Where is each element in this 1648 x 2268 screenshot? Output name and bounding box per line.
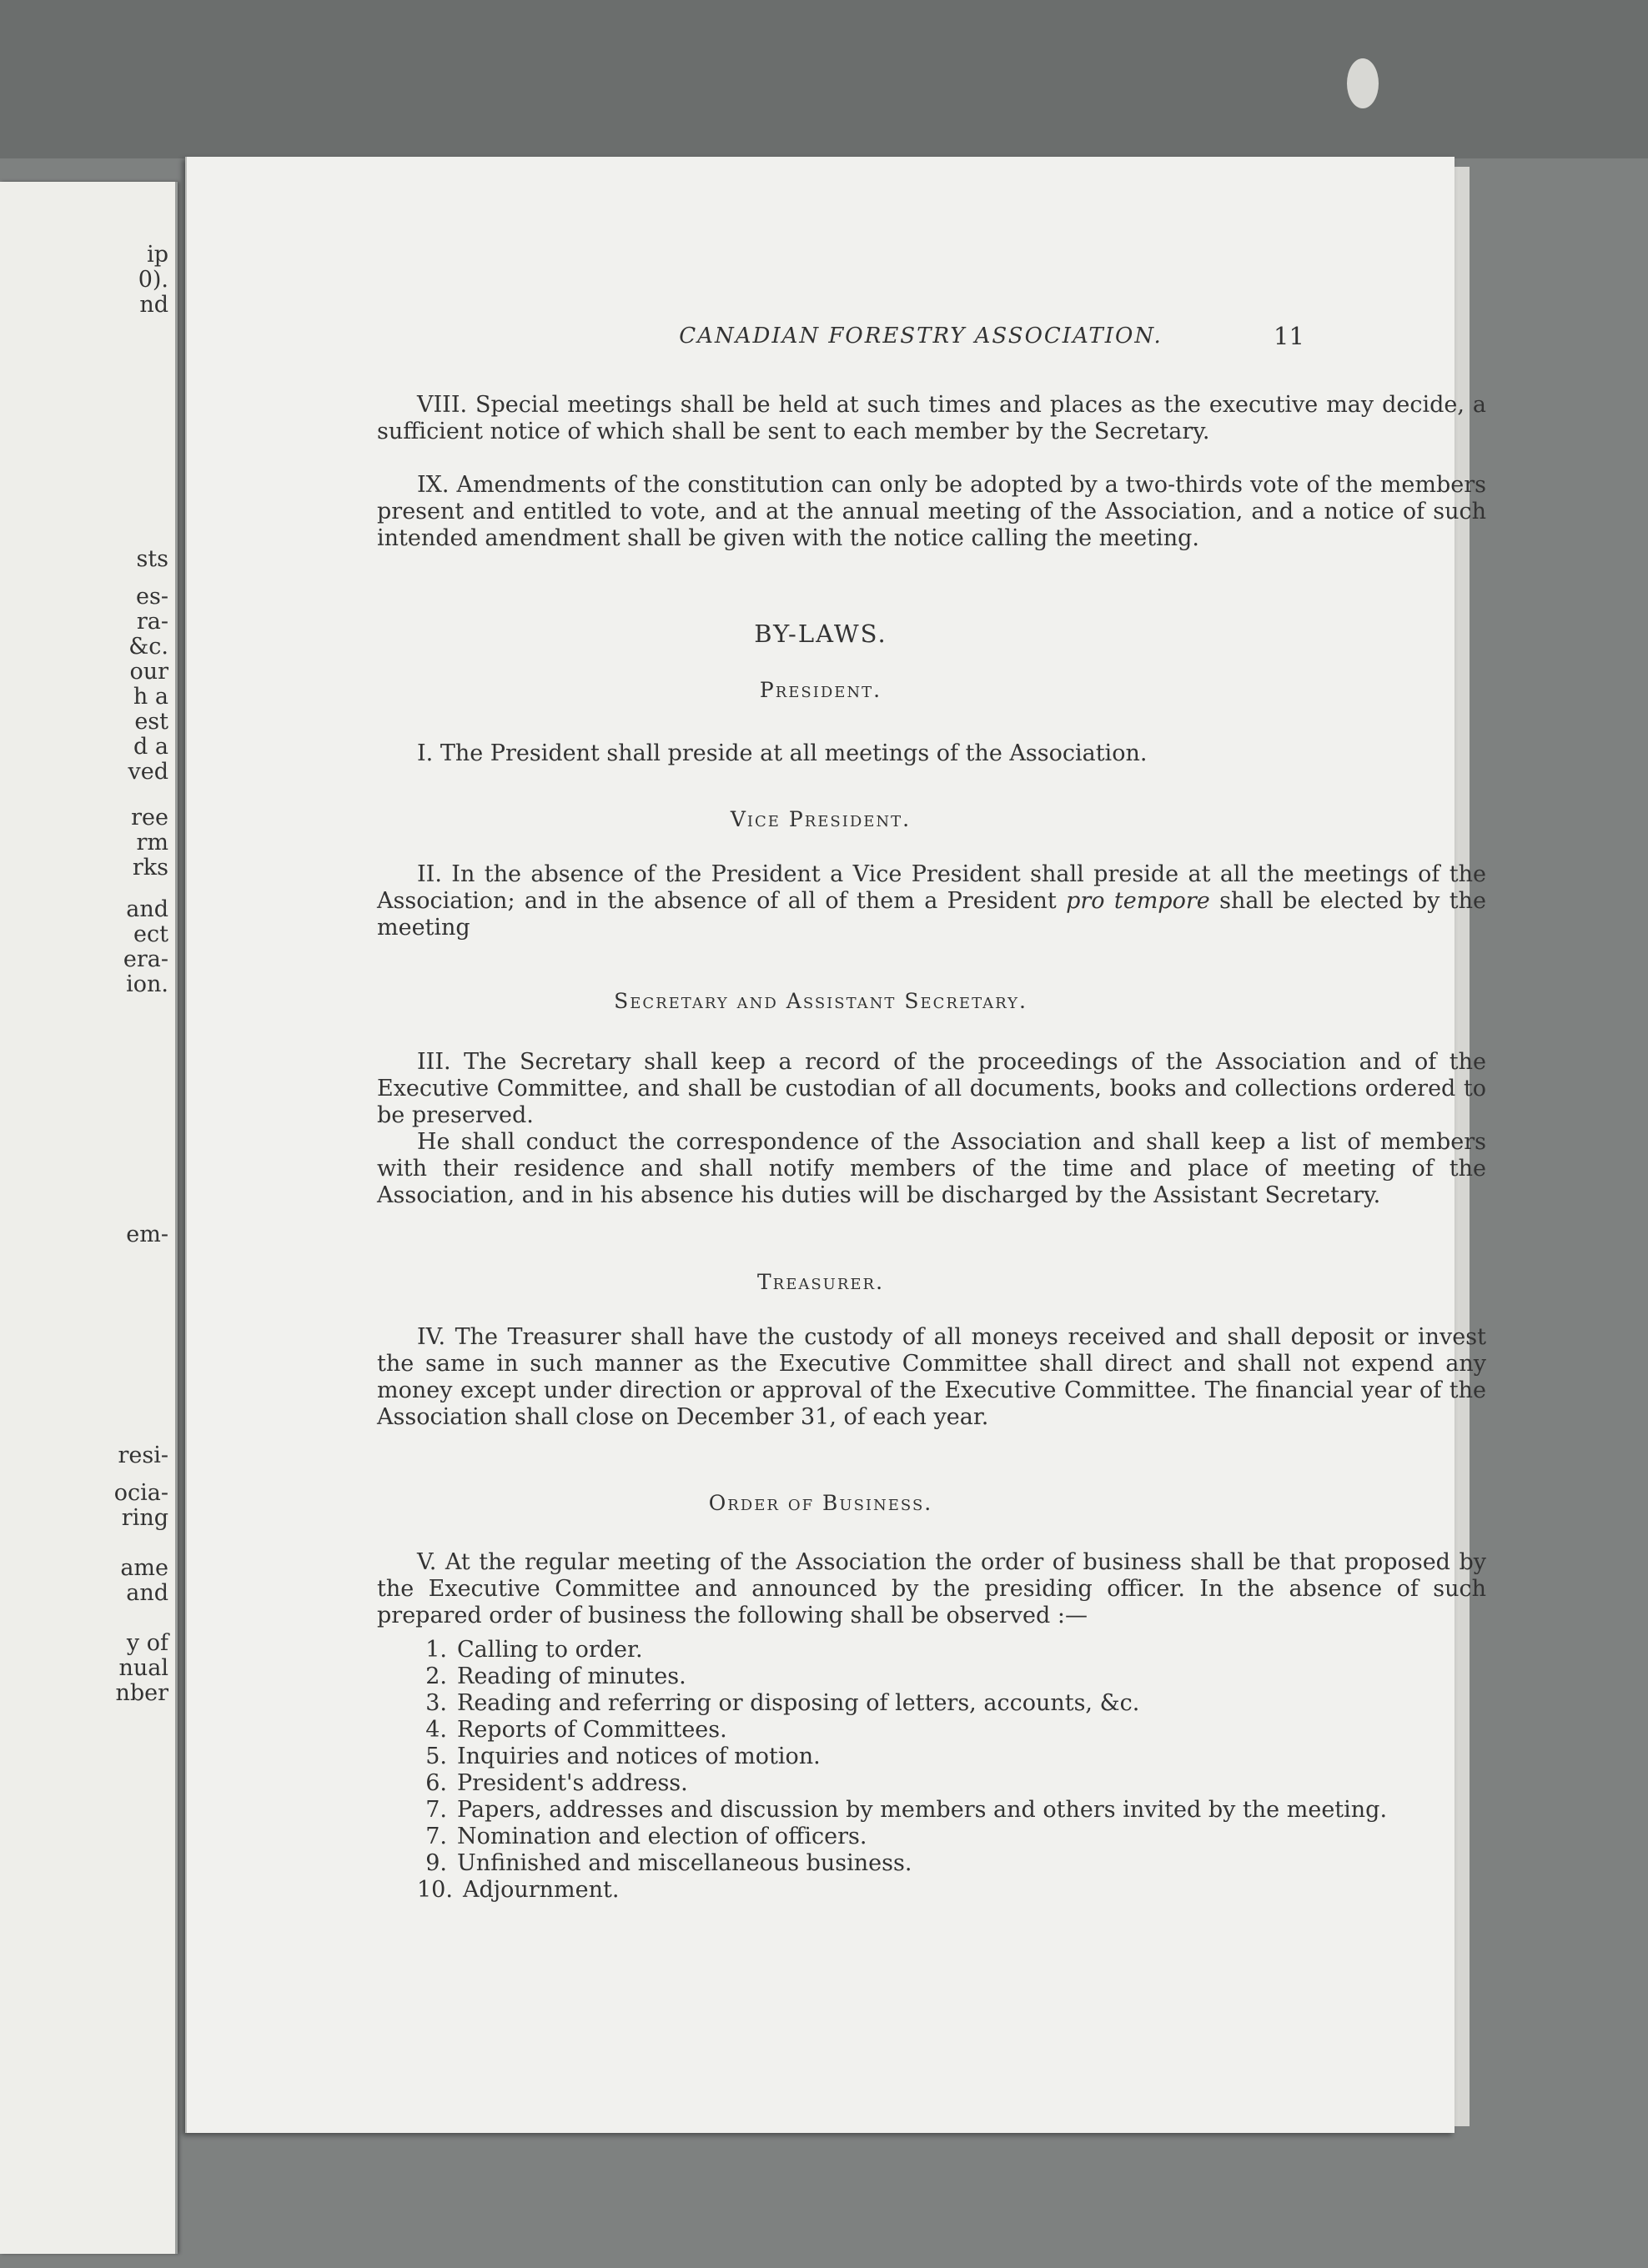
- list-item: [377, 1690, 1486, 1717]
- left-page-fragment: era-: [123, 946, 168, 972]
- left-page-fragment: ion.: [126, 971, 168, 997]
- pro-tempore: pro tempore: [1066, 888, 1210, 914]
- left-page-fragment: resi-: [118, 1443, 168, 1468]
- left-page-fragment: ip: [147, 242, 168, 268]
- left-page-fragment: rks: [132, 855, 168, 881]
- order-of-business-list: [377, 1637, 1486, 1904]
- bylaw-ii-text: II. In the absence of the President a Vice President shall preside at all the meetings of the Association; and in the absence of all of them a President: [377, 861, 1486, 914]
- left-page-fragment: nual: [118, 1655, 168, 1681]
- page-number: 11: [1274, 322, 1304, 350]
- list-item: [377, 1824, 1486, 1850]
- treasurer-heading: Treasurer.: [756, 1270, 885, 1294]
- bylaw-iii: III. The Secretary shall keep a record of the proceedings of the Association and of the Executive Committee, and shall be custodian of all documents, books and collections ordered to be preserved.: [377, 1049, 1486, 1128]
- left-page-fragment: sts: [136, 546, 168, 572]
- document-page: [185, 157, 1486, 2133]
- paper-stain: [1347, 58, 1379, 108]
- list-item: [377, 1770, 1486, 1797]
- left-page-fragment: &c.: [128, 634, 168, 660]
- left-page-fragment: ree: [131, 805, 168, 830]
- left-page-fragment: 0).: [138, 267, 168, 293]
- list-item-text: Unfinished and miscellaneous business.: [457, 1850, 912, 1876]
- article-ix: IX. Amendments of the constitution can only be adopted by a two-thirds vote of the members present and entitled to vote, and at the annual meeting of the Association, and a notice of such intended amendment shall be given with the notice calling the meeting.: [377, 472, 1486, 551]
- list-item-number: 5.: [425, 1744, 447, 1769]
- list-item: [377, 1797, 1486, 1824]
- bylaw-ii: [377, 861, 1486, 941]
- list-item: [377, 1850, 1486, 1877]
- list-item: [377, 1663, 1486, 1690]
- left-page-fragment: ring: [121, 1505, 168, 1531]
- left-page-fragment: nd: [139, 292, 168, 318]
- bylaw-ii-text-end: shall be elected by the meeting: [377, 888, 1486, 941]
- scan-background: [0, 0, 1648, 158]
- left-page-fragment: est: [134, 709, 168, 735]
- list-item: [377, 1637, 1486, 1663]
- list-item: [377, 1877, 1486, 1904]
- left-page-fragment: h a: [133, 684, 168, 710]
- list-item-number: 2.: [425, 1663, 447, 1689]
- left-page-fragment: ect: [133, 921, 168, 947]
- vice-president-heading: Vice President.: [730, 807, 912, 831]
- list-item-text: Inquiries and notices of motion.: [457, 1744, 821, 1769]
- bylaws-title: BY-LAWS.: [754, 620, 887, 648]
- list-item-number: 3.: [425, 1690, 447, 1716]
- left-page-fragment: nber: [115, 1680, 168, 1706]
- list-item-number: 9.: [425, 1850, 447, 1876]
- left-page-fragment: es-: [136, 584, 168, 610]
- list-item-text: Reading and referring or disposing of letters, accounts, &c.: [457, 1690, 1140, 1716]
- bylaw-v: V. At the regular meeting of the Association the order of business shall be that proposed by the Executive Committee and announced by the presiding officer. In the absence of such prepared order of business the following shall be observed :—: [377, 1549, 1486, 1628]
- list-item-text: President's address.: [457, 1770, 688, 1796]
- left-page-fragment: and: [126, 1580, 168, 1606]
- list-item: [377, 1717, 1486, 1744]
- running-head: CANADIAN FORESTRY ASSOCIATION.: [679, 324, 1163, 349]
- left-page-fragment: our: [129, 659, 168, 685]
- list-item-text: Reports of Committees.: [457, 1717, 727, 1743]
- left-page-fragment: rm: [136, 830, 168, 856]
- secretary-heading: Secretary and Assistant Secretary.: [614, 989, 1027, 1013]
- left-page-edge: [0, 182, 178, 2254]
- list-item: [377, 1744, 1486, 1770]
- bylaw-iv: IV. The Treasurer shall have the custody of all moneys received and shall deposit or invest the same in such manner as the Executive Committee shall direct and shall not expend any money except under direction or approval of the Executive Committee. The financial year of the Association shall close on December 31, of each year.: [377, 1324, 1486, 1430]
- list-item-number: 7.: [425, 1797, 447, 1823]
- left-page-fragment: ra-: [136, 609, 168, 635]
- article-viii: VIII. Special meetings shall be held at such times and places as the executive may decide, a sufficient notice of which shall be sent to each member by the Secretary.: [377, 392, 1486, 444]
- left-page-fragment: and: [126, 896, 168, 922]
- list-item-number: 4.: [425, 1717, 447, 1743]
- list-item-number: 1.: [425, 1637, 447, 1663]
- list-item-text: Adjournment.: [462, 1877, 620, 1903]
- bylaw-iii-continued: He shall conduct the correspondence of the Association and shall keep a list of members with their residence and shall notify members of the time and place of meeting of the Association, and in his absence his duties will be discharged by the Assistant Secretary.: [377, 1129, 1486, 1208]
- left-page-fragment: y of: [126, 1630, 168, 1656]
- left-page-fragment: ocia-: [113, 1480, 168, 1506]
- list-item-text: Nomination and election of officers.: [457, 1824, 867, 1849]
- order-of-business-heading: Order of Business.: [708, 1491, 933, 1515]
- left-page-fragment: em-: [126, 1222, 168, 1247]
- list-item-text: Papers, addresses and discussion by members and others invited by the meeting.: [457, 1797, 1388, 1823]
- bylaw-i: I. The President shall preside at all meetings of the Association.: [417, 740, 1148, 766]
- president-heading: President.: [759, 678, 882, 702]
- left-page-fragment: ame: [120, 1555, 168, 1581]
- list-item-number: 6.: [425, 1770, 447, 1796]
- list-item-text: Calling to order.: [457, 1637, 643, 1663]
- left-page-fragment: d a: [133, 734, 168, 760]
- left-page-fragment: ved: [128, 759, 168, 785]
- list-item-number: 7.: [425, 1824, 447, 1849]
- list-item-number: 10.: [417, 1877, 453, 1903]
- list-item-text: Reading of minutes.: [457, 1663, 686, 1689]
